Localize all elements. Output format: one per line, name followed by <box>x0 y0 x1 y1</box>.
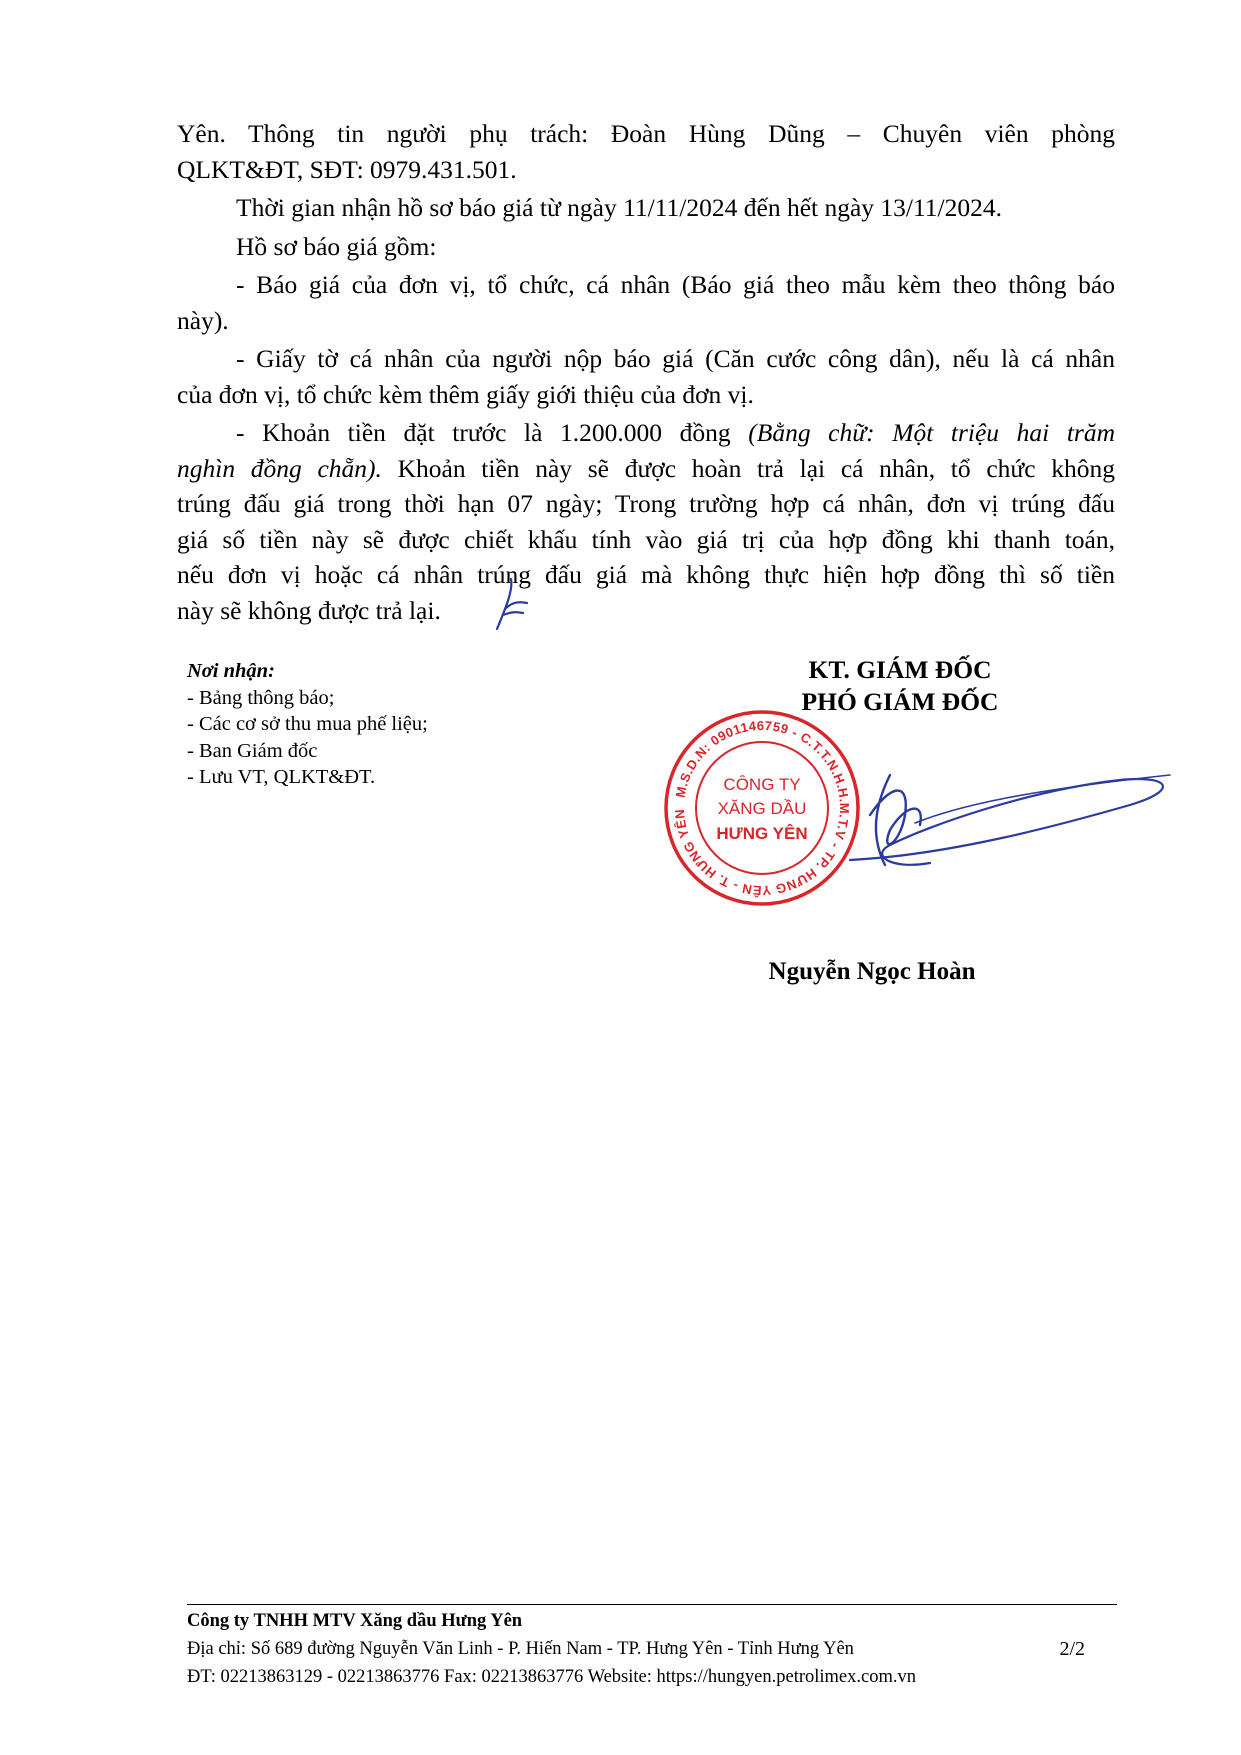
recipients-title: Nơi nhận: <box>187 660 275 682</box>
signer-title-line1: KT. GIÁM ĐỐC <box>808 655 992 684</box>
refund-text: Khoản tiền này sẽ được hoàn trả lại cá nhân, tổ chức không <box>397 453 1115 483</box>
document-body <box>177 116 1115 628</box>
page-footer <box>187 1607 1117 1691</box>
list-item-line: giá số tiền này sẽ được chiết khấu tính vào giá trị của hợp đồng khi thanh toán, <box>177 524 1115 554</box>
signer-title-line2: PHÓ GIÁM ĐỐC <box>801 687 999 716</box>
signature-icon <box>830 745 1190 895</box>
list-item-line: nếu đơn vị hoặc cá nhân trúng đấu giá mà không thực hiện hợp đồng thì số tiền <box>177 560 1115 589</box>
svg-text:CÔNG TY: CÔNG TY <box>723 775 801 794</box>
recipients-block <box>187 658 428 791</box>
footer-divider <box>187 1604 1117 1605</box>
svg-text:XĂNG DẦU: XĂNG DẦU <box>717 799 807 818</box>
paragraph-line: Yên. Thông tin người phụ trách: Đoàn Hùng Dũng – Chuyên viên phòng <box>177 119 1115 148</box>
svg-text:HƯNG YÊN: HƯNG YÊN <box>716 824 808 843</box>
list-item-line: này sẽ không được trả lại. <box>177 595 441 625</box>
list-item-line <box>177 451 1115 487</box>
footer-address: Địa chỉ: Số 689 đường Nguyễn Văn Linh - P. Hiến Nam - TP. Hưng Yên - Tỉnh Hưng Yên <box>187 1639 854 1659</box>
amount-in-words: nghìn đồng chẵn). <box>177 453 382 483</box>
recipient-item: - Ban Giám đốc <box>187 739 318 762</box>
recipient-item: - Lưu VT, QLKT&ĐT. <box>187 766 376 788</box>
paragraph-line: Hồ sơ báo giá gồm: <box>236 231 437 261</box>
paragraph-line: Thời gian nhận hồ sơ báo giá từ ngày 11/11/2024 đến hết ngày 13/11/2024. <box>236 193 1003 222</box>
list-item-line: - Giấy tờ cá nhân của người nộp báo giá (Căn cước công dân), nếu là cá nhân <box>236 344 1115 373</box>
list-item-line: - Báo giá của đơn vị, tổ chức, cá nhân (Báo giá theo mẫu kèm theo thông báo <box>236 270 1115 299</box>
footer-company: Công ty TNHH MTV Xăng dầu Hưng Yên <box>187 1611 523 1631</box>
initial-mark-icon <box>483 575 538 635</box>
list-item-line: trúng đấu giá trong thời hạn 07 ngày; Trong trường hợp cá nhân, đơn vị trúng đấu <box>177 489 1115 518</box>
paragraph-line: QLKT&ĐT, SĐT: 0979.431.501. <box>177 154 517 184</box>
footer-contact: ĐT: 02213863129 - 02213863776 Fax: 02213863776 Website: https://hungyen.petrolimex.com.vn <box>187 1667 916 1687</box>
list-item-line <box>177 415 1115 451</box>
list-item-line: của đơn vị, tổ chức kèm thêm giấy giới thiệu của đơn vị. <box>177 379 754 409</box>
amount-in-words: (Bằng chữ: Một triệu hai trăm <box>748 418 1116 447</box>
recipient-item: - Bảng thông báo; <box>187 686 335 709</box>
page-number: 2/2 <box>1059 1638 1085 1660</box>
signer-name: Nguyễn Ngọc Hoàn <box>768 958 976 985</box>
svg-text:M.S.D.N: 0901146759 - C.T.T.N.: M.S.D.N: 0901146759 - C.T.T.N.H.H.M.T.V - TP. HƯNG YÊN - T. HƯNG YÊN <box>671 717 853 899</box>
deposit-amount-text: - Khoản tiền đặt trước là 1.200.000 đồng <box>236 418 731 447</box>
recipient-item: - Các cơ sở thu mua phế liệu; <box>187 713 428 735</box>
list-item-line: này). <box>177 305 229 335</box>
